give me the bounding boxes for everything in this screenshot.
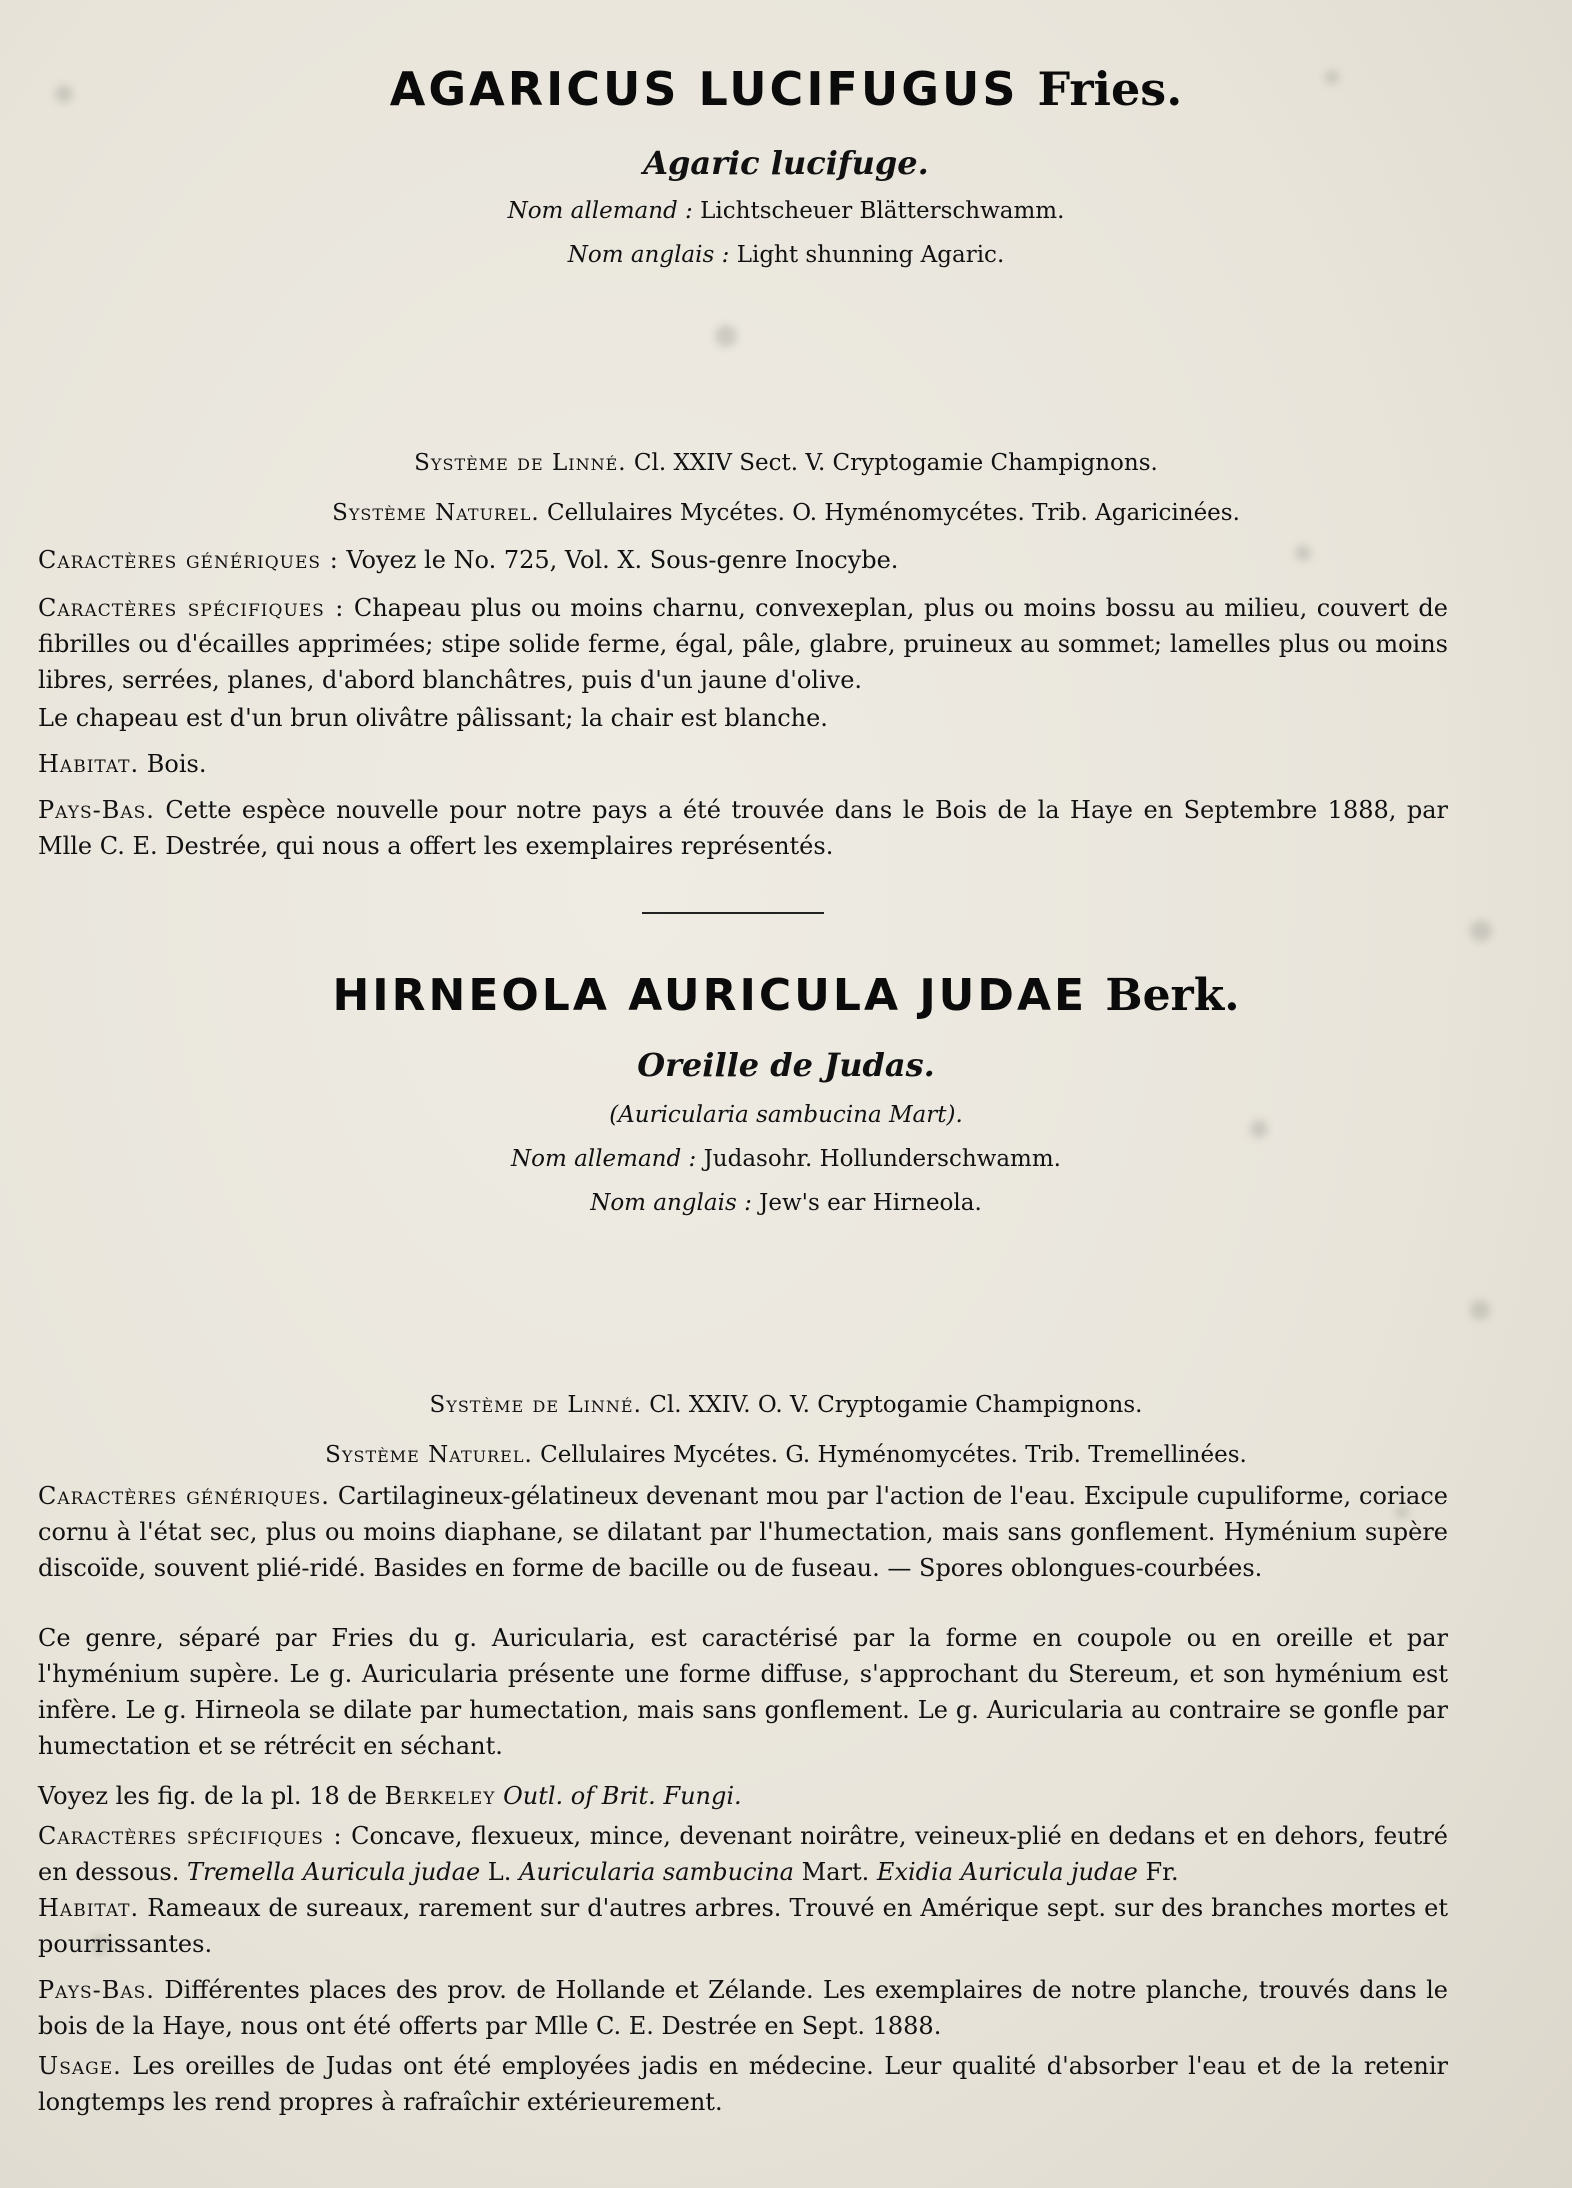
section-2-title	[0, 970, 1572, 1021]
habitat	[38, 746, 1448, 782]
foxing-spot	[715, 325, 737, 347]
foxing-spot	[1470, 1300, 1490, 1320]
english-name-line	[0, 1190, 1572, 1216]
usage-note	[38, 2048, 1448, 2120]
section-2-common-name: Oreille de Judas.	[637, 1046, 935, 1084]
specifiques-text: Concave, flexueux, mince, devenant noirâtre, veineux-plié en dedans et en dehors, feutré en dessous.	[38, 1822, 1448, 1886]
synonym-2: Auricularia sambucina	[519, 1858, 794, 1886]
specific-characters	[38, 590, 1448, 698]
paysbas-text: Cette espèce nouvelle pour notre pays a été trouvée dans le Bois de la Haye en Septembre 1888, par Mlle C. E. Destrée, qui nous a offert les exemplaires représentés.	[38, 796, 1448, 860]
specifiques-text: Chapeau plus ou moins charnu, convexeplan, plus ou moins bossu au milieu, couvert de fibrilles ou d'écailles apprimées; stipe solide ferme, égal, pâle, glabre, pruineux au sommet; lamelles plus ou moins libres, serrées, planes, d'abord blanchâtres, puis d'un jaune d'olive.	[38, 594, 1448, 694]
figure-reference	[38, 1778, 1448, 1814]
usage-label: Usage.	[38, 2052, 122, 2080]
naturel-text: Cellulaires Mycétes. G. Hyménomycétes. Trib. Tremellinées.	[540, 1442, 1247, 1468]
german-name-line	[0, 198, 1572, 224]
english-label: Nom anglais :	[567, 242, 730, 268]
species-name: AGARICUS LUCIFUGUS	[389, 62, 1019, 116]
genre-comparison: Ce genre, séparé par Fries du g. Auricularia, est caractérisé par la forme en coupole ou en oreille et par l'hyménium supère. Le g. Auricularia présente une forme diffuse, s'approchant du Stereum, et son hyménium est infère. Le g. Hirneola se dilate par humectation, mais sans gonflement. Le g. Auricularia au contraire se gonfle par humectation et se rétrécit en séchant.	[38, 1624, 1448, 1760]
generiques-text: Voyez le No. 725, Vol. X. Sous-genre Inocybe.	[346, 546, 899, 574]
german-name: Lichtscheuer Blätterschwamm.	[700, 198, 1065, 224]
synonym-3: Exidia Auricula judae	[876, 1858, 1138, 1886]
english-label: Nom anglais :	[590, 1190, 752, 1216]
linne-text: Cl. XXIV Sect. V. Cryptogamie Champignons.	[633, 450, 1158, 476]
usage-text: Les oreilles de Judas ont été employées jadis en médecine. Leur qualité d'absorber l'eau et de la retenir longtemps les rend propres à rafraîchir extérieurement.	[38, 2052, 1449, 2116]
habitat	[38, 1890, 1448, 1962]
natural-system-line	[0, 1442, 1572, 1468]
paysbas-label: Pays-Bas.	[38, 1976, 155, 2004]
specific-characters	[38, 1818, 1448, 1890]
generiques-label: Caractères génériques.	[38, 1482, 330, 1510]
cap-description: Le chapeau est d'un brun olivâtre pâlissant; la chair est blanche.	[38, 704, 828, 732]
habitat-label: Habitat.	[38, 750, 140, 778]
german-name: Judasohr. Hollunderschwamm.	[703, 1146, 1061, 1172]
synonym-1-author: L.	[487, 1858, 512, 1886]
voyez-work: Outl. of Brit. Fungi.	[503, 1782, 742, 1810]
specifiques-label: Caractères spécifiques :	[38, 594, 345, 622]
habitat-text: Bois.	[146, 750, 207, 778]
naturel-label: Système Naturel.	[332, 500, 540, 526]
natural-system-line	[0, 500, 1572, 526]
synonym-3-author: Fr.	[1145, 1858, 1179, 1886]
german-label: Nom allemand :	[507, 198, 693, 224]
species-author: Fries.	[1037, 62, 1183, 116]
linne-label: Système de Linné.	[414, 450, 627, 476]
linne-text: Cl. XXIV. O. V. Cryptogamie Champignons.	[649, 1392, 1143, 1418]
netherlands-note	[38, 1972, 1448, 2044]
synonym-1: Tremella Auricula judae	[186, 1858, 481, 1886]
linne-system-line	[0, 450, 1572, 476]
species-author: Berk.	[1105, 970, 1240, 1021]
section-1-title	[0, 62, 1572, 116]
species-name: HIRNEOLA AURICULA JUDAE	[332, 970, 1088, 1021]
english-name: Jew's ear Hirneola.	[759, 1190, 982, 1216]
german-label: Nom allemand :	[511, 1146, 697, 1172]
naturel-text: Cellulaires Mycétes. O. Hyménomycétes. Trib. Agaricinées.	[547, 500, 1240, 526]
specifiques-label: Caractères spécifiques :	[38, 1822, 343, 1850]
habitat-label: Habitat.	[38, 1894, 140, 1922]
synonym-text: (Auricularia sambucina Mart).	[609, 1102, 963, 1128]
generic-characters	[38, 1478, 1448, 1586]
voyez-text: Voyez les fig. de la pl. 18 de	[38, 1782, 377, 1810]
synonym-line	[0, 1102, 1572, 1128]
linne-system-line	[0, 1392, 1572, 1418]
habitat-text: Rameaux de sureaux, rarement sur d'autres arbres. Trouvé en Amérique sept. sur des branches mortes et pourrissantes.	[38, 1894, 1449, 1958]
german-name-line	[0, 1146, 1572, 1172]
paysbas-label: Pays-Bas.	[38, 796, 155, 824]
netherlands-note	[38, 792, 1448, 864]
linne-label: Système de Linné.	[429, 1392, 642, 1418]
section-1-common-name: Agaric lucifuge.	[643, 144, 929, 182]
synonym-2-author: Mart.	[801, 1858, 870, 1886]
english-name: Light shunning Agaric.	[736, 242, 1005, 268]
paysbas-text: Différentes places des prov. de Hollande et Zélande. Les exemplaires de notre planche, trouvés dans le bois de la Haye, nous ont été offerts par Mlle C. E. Destrée en Sept. 1888.	[38, 1976, 1448, 2040]
generiques-text: Cartilagineux-gélatineux devenant mou par l'action de l'eau. Excipule cupuliforme, coriace cornu à l'état sec, plus ou moins diaphane, se dilatant par l'humectation, mais sans gonflement. Hyménium supère discoïde, souvent plié-ridé. Basides en forme de bacille ou de fuseau. — Spores oblongues-courbées.	[38, 1482, 1448, 1582]
naturel-label: Système Naturel.	[325, 1442, 533, 1468]
section-divider	[642, 912, 824, 914]
english-name-line	[0, 242, 1572, 268]
voyez-author: Berkeley	[384, 1782, 496, 1810]
generic-characters	[38, 542, 1448, 578]
generiques-label: Caractères génériques :	[38, 546, 339, 574]
foxing-spot	[1470, 920, 1492, 942]
